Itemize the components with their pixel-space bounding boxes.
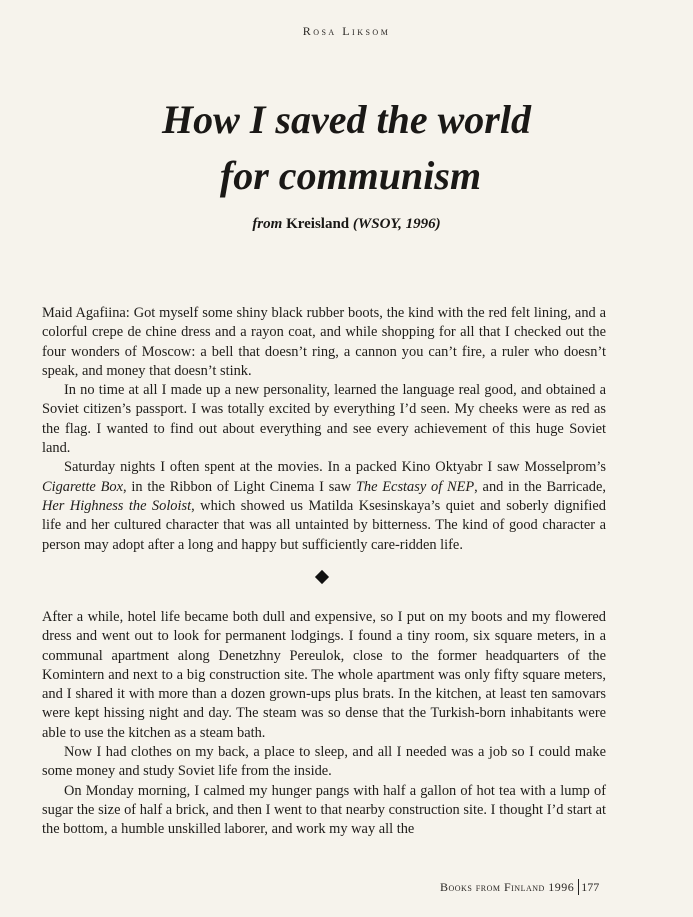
paragraph-text: , which showed us Matilda Ksesinskaya’s quiet and soberly dignified life and her cultured character that was all untainted by bitterness. The kind of good character a person may adopt after a long and happy but sufficiently care-ridden life.: [42, 497, 607, 553]
article-subtitle: [0, 216, 693, 233]
diamond-ornament-icon: [315, 570, 329, 584]
paragraph: In no time at all I made up a new personality, learned the language real good, and obtained a Soviet citizen’s passport. I was totally excited by everything I’d seen. My cheeks were as red as the flag. I wanted to find out about everything and see every achievement of this huge Soviet land.: [42, 382, 606, 457]
page-number: 177: [581, 880, 600, 894]
running-head-author: Rosa Liksom: [302, 24, 391, 38]
paragraph: After a while, hotel life became both dull and expensive, so I put on my boots and my flowered dress and went out to look for permanent lodgings. I found a tiny room, six square meters, in a communal apartment along Denetzhny Pereulok, close to the former headquarters of the Komintern and next to a big construction site. The whole apartment was only fifty square meters, and I shared it with more than a dozen grown-ups plus brats. In the kitchen, at least ten samovars were kept hissing night and day. The steam was so dense that the Turkish-born inhabitants were able to use the kitchen as a steam bath.: [42, 609, 606, 741]
subtitle-book-title: Kreisland: [286, 216, 350, 232]
paragraph-text: , and in the Barricade,: [474, 478, 606, 495]
subtitle-from: from: [252, 216, 283, 232]
paragraph: Now I had clothes on my back, a place to sleep, and all I needed was a job so I could make some money and study Soviet life from the inside.: [42, 744, 606, 780]
subtitle-publisher-year: (WSOY, 1996): [352, 216, 441, 232]
paragraph-text: , in the Ribbon of Light Cinema I saw: [122, 478, 356, 495]
paragraph: On Monday morning, I calmed my hunger pangs with half a gallon of hot tea with a lump of sugar the size of half a brick, and then I went to that nearby construction site. I thought I’d start at the bottom, a humble unskilled laborer, and work my way all the: [42, 782, 606, 838]
film-title: The Ecstasy of NEP: [355, 478, 475, 495]
article-title-line-2: for communism: [219, 153, 482, 198]
article-title: [0, 92, 693, 204]
paragraph: Maid Agafiina: Got myself some shiny black rubber boots, the kind with the red felt lining, and a colorful crepe de chine dress and a rayon coat, and while shopping for all that I checked out the four wonders of Moscow: a bell that doesn’t ring, a cannon you can’t fire, a ruler who doesn’t speak, and money that doesn’t stink.: [42, 305, 606, 379]
publication-name: Books from Finland 1996: [440, 880, 575, 894]
article-title-line-1: How I saved the world: [162, 97, 531, 142]
paragraph-text: Saturday nights I often spent at the movies. In a packed Kino Oktyabr I saw Mosselprom’s: [64, 459, 606, 476]
page-footer: [440, 879, 599, 895]
subtitle-source: [286, 216, 441, 232]
body-section-1: [42, 304, 606, 555]
body-section-2: [42, 608, 606, 840]
paragraph: [42, 458, 606, 554]
film-title: Cigarette Box: [42, 478, 123, 495]
film-title: Her Highness the Soloist: [42, 497, 192, 514]
folio-divider: [578, 879, 579, 895]
